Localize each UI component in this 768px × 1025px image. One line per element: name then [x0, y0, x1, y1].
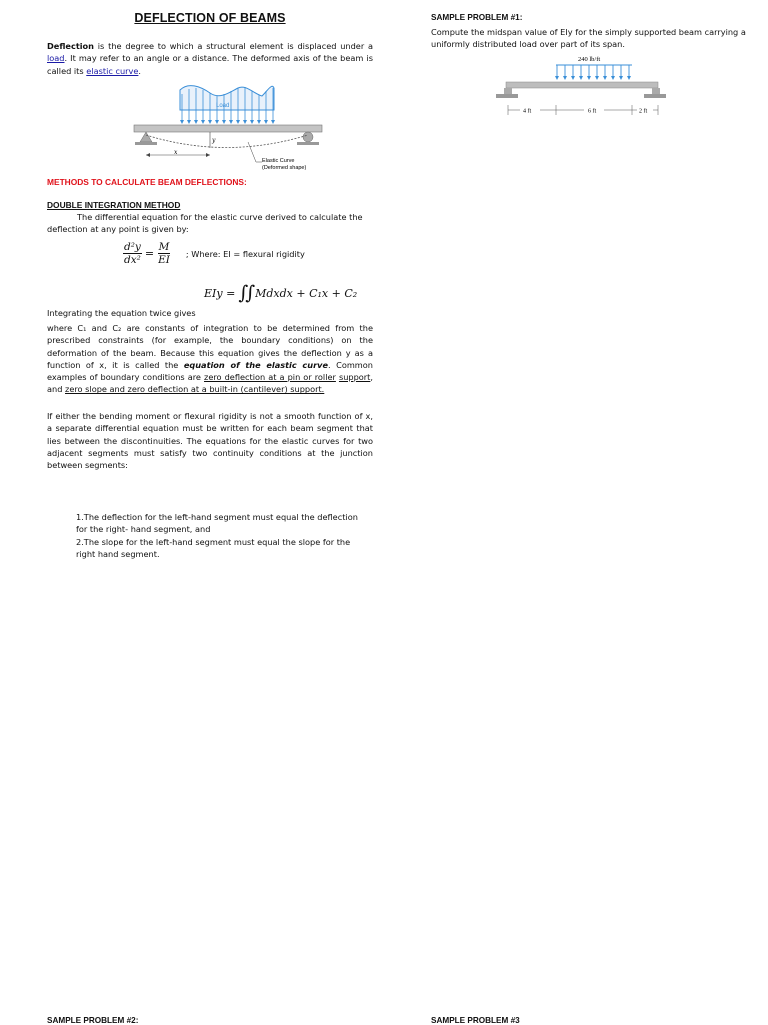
load-link[interactable]: load [47, 53, 65, 64]
double-integration-text [47, 211, 373, 236]
m-ei-fraction: $\frac{M}{EI}$ [158, 241, 170, 266]
double-integration-heading: DOUBLE INTEGRATION METHOD [47, 200, 181, 210]
constants-paragraph: where C₁ and C₂ are constants of integration to be determined from the prescribed constraints (for example, the boundary conditions) on the deformation of the beam. Because this equation gives the deflection y as a function of x, it is called the equation of the elastic curve. Common examples of boundary conditions are zero deflection at a pin or roller support, and zero slope and zero deflection at a built-in (cantilever) support. [47, 323, 373, 395]
right-support-base [297, 142, 319, 145]
deflection-term: Deflection [47, 41, 94, 51]
bending-paragraph [47, 410, 373, 471]
sample-problem-1-text: Compute the midspan value of EIy for the simply supported beam carrying a uniformly distributed load over part of its span. [431, 27, 746, 50]
sample-beam [506, 82, 658, 88]
right-support-ground [644, 94, 666, 98]
list-item: 1.The deflection for the left-hand segment must equal the deflection for the right- hand segment, and [76, 512, 358, 535]
equals-sign: = [144, 247, 155, 260]
constants-text-1: where C₁ and C₂ are constants of integration to be determined from the prescribed constraints (for example, the boundary conditions) on the deformation of the beam. Because this equation gives the deflection y as a function of x, it is called the [47, 323, 373, 370]
elastic-curve-line [146, 135, 308, 148]
where-text: ; Where: EI = flexural rigidity [185, 248, 305, 259]
intro-text-1: is the degree to which a structural element is displaced under a [94, 41, 373, 51]
udl-label: 240 lb/ft [578, 56, 601, 63]
dim-4ft: 4 ft [523, 108, 532, 115]
integrating-text: Integrating the equation twice gives [47, 308, 196, 318]
sample-problem-1-heading: SAMPLE PROBLEM #1: [431, 13, 523, 22]
bending-text: If either the bending moment or flexural rigidity is not a smooth function of x, a separate differential equation must be written for each beam segment that lies between the discontinuities. The equations for the elastic curves for two adjacent segments must satisfy two continuity conditions at the junction between segments: [47, 411, 373, 471]
curve-label-leader [248, 142, 262, 162]
integral-equation [204, 282, 357, 304]
list-item: 2.The slope for the left-hand segment must equal the slope for the right hand segment. [76, 536, 351, 559]
double-integral-sign: ∫∫ [238, 282, 253, 304]
dim-6ft: 6 ft [588, 108, 597, 115]
udl-arrows [557, 65, 629, 78]
sample-problem-3-heading: SAMPLE PROBLEM #3 [431, 1016, 520, 1025]
udl-arrowheads [555, 76, 631, 80]
intro-text-2: . It may refer to an angle or a distance. The deformed axis of the beam is called its [47, 53, 373, 76]
elastic-curve-equation-term: equation of the elastic curve [183, 359, 329, 370]
left-pin-support [504, 88, 512, 94]
x-label: x [174, 149, 178, 156]
continuity-list [76, 511, 366, 560]
methods-heading: METHODS TO CALCULATE BEAM DEFLECTIONS: [47, 177, 247, 187]
dim-2ft: 2 ft [639, 108, 648, 115]
beam [134, 125, 322, 132]
sample-beam-figure [494, 52, 674, 124]
intro-text-3: . [138, 65, 141, 76]
sample-problem-1-text-block [431, 26, 759, 51]
right-roller-support [652, 88, 660, 94]
load-label: Load [216, 103, 230, 109]
pin-roller-condition: zero deflection at a pin or roller [204, 372, 336, 383]
y-label: y [212, 137, 216, 144]
differential-equation [123, 241, 305, 266]
eiy-lhs: EIy = [204, 286, 236, 300]
page-title: DEFLECTION OF BEAMS [134, 11, 286, 25]
sample-problem-2-heading: SAMPLE PROBLEM #2: [47, 1016, 139, 1025]
integrating-line [47, 307, 373, 319]
right-support [303, 132, 313, 142]
curve-label-2: (Deformed shape) [262, 165, 307, 171]
d2y-dx2-fraction: $\frac{\text{d²y}}{\text{dx²}}$ [124, 241, 141, 266]
load-arrowheads [180, 120, 275, 124]
left-support-base [135, 142, 157, 145]
intro-paragraph [47, 40, 373, 77]
left-support [140, 132, 152, 142]
integral-rhs: Mdxdx + C₁x + C₂ [255, 286, 358, 300]
double-integration-paragraph: The differential equation for the elastic curve derived to calculate the deflection at any point is given by: [47, 212, 363, 235]
constants-text-3: . Common examples of boundary conditions are [47, 359, 373, 383]
beam-deflection-figure [128, 80, 328, 176]
left-support-ground [496, 94, 518, 98]
cantilever-condition: zero slope and zero deflection at a built-in (cantilever) support. [65, 384, 325, 395]
elastic-curve-link[interactable]: elastic curve [86, 65, 139, 76]
curve-label-1: Elastic Curve [262, 158, 295, 164]
support-term: support [338, 372, 371, 383]
